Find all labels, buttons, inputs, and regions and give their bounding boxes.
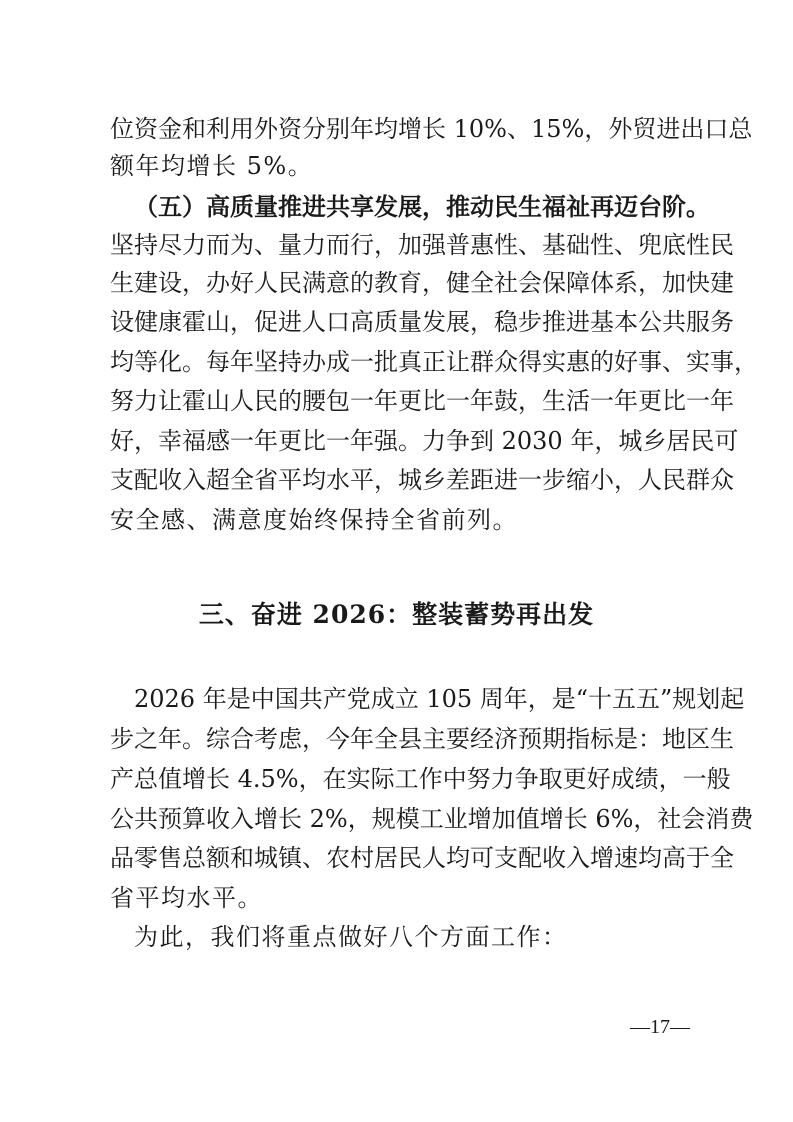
text-line: 省平均水平。 <box>110 884 263 912</box>
text-line: 品零售总额和城镇、农村居民人均可支配收入增速均高于全 <box>110 844 734 872</box>
text-line: 公共预算收入增长 2%，规模工业增加值增长 6%，社会消费 <box>110 805 754 833</box>
text-line: 支配收入超全省平均水平，城乡差距进一步缩小，人民群众 <box>110 466 734 494</box>
section-heading: 三、奋进 2026：整装蓄势再出发 <box>198 600 595 629</box>
text-line: 步之年。综合考虑，今年全县主要经济预期指标是：地区生 <box>110 725 734 753</box>
text-line: 好，幸福感一年更比一年强。力争到 2030 年，城乡居民可 <box>110 427 739 455</box>
text-line: 为此，我们将重点做好八个方面工作： <box>134 923 568 951</box>
text-line: 2026 年是中国共产党成立 105 周年，是“十五五”规划起 <box>134 685 745 713</box>
text-line: 安全感、满意度始终保持全省前列。 <box>110 506 518 534</box>
text-line: 设健康霍山，促进人口高质量发展，稳步推进基本公共服务 <box>110 308 734 336</box>
paragraph-heading: （五）高质量推进共享发展，推动民生福祉再迈台阶。 <box>134 193 710 221</box>
page-number: —17— <box>630 1016 690 1038</box>
text-line: 努力让霍山人民的腰包一年更比一年鼓，生活一年更比一年 <box>110 387 734 415</box>
text-line: 位资金和利用外资分别年均增长 10%、15%，外贸进出口总 <box>110 115 753 143</box>
text-line: 生建设，办好人民满意的教育，健全社会保障体系，加快建 <box>110 269 734 297</box>
text-line: 均等化。每年坚持办成一批真正让群众得实惠的好事、实事， <box>110 348 758 376</box>
text-line: 额年均增长 5%。 <box>110 152 314 180</box>
text-line: 坚持尽力而为、量力而行，加强普惠性、基础性、兜底性民 <box>110 231 734 259</box>
text-line: 产总值增长 4.5%，在实际工作中努力争取更好成绩，一般 <box>110 765 731 793</box>
